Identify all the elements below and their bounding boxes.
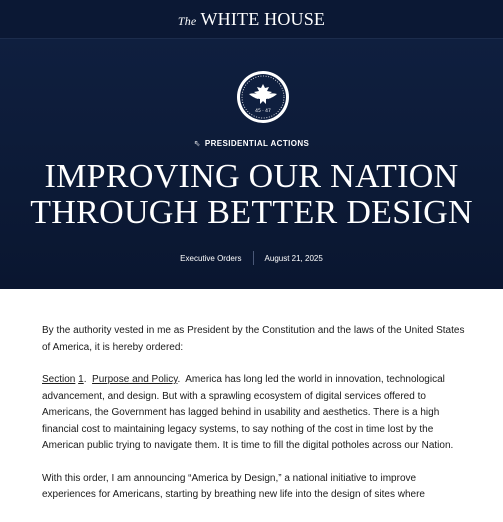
hero-banner bbox=[0, 39, 503, 289]
section-title: Purpose and Policy bbox=[92, 374, 178, 385]
initiative-paragraph: With this order, I am announcing “America by Design,” a national initiative to improve experiences for Americans, starting by breathing new life into the design of sites where bbox=[42, 472, 425, 500]
publish-date: August 21, 2025 bbox=[264, 253, 323, 263]
section-kicker[interactable] bbox=[0, 139, 503, 148]
title-line-2: THROUGH BETTER DESIGN bbox=[30, 194, 473, 231]
section-label: Section bbox=[42, 374, 76, 385]
seal-numbers: 45 · 47 bbox=[255, 109, 271, 114]
logo-name: WHITE HOUSE bbox=[200, 8, 326, 29]
article-body bbox=[42, 323, 472, 520]
section-1-text: America has long led the world in innovation, technological advancement, and design. But with a sprawling ecosystem of digital services offered to Americans, the Government has lagged behind in usability and aesthetics. There is a high financial cost to maintaining legacy systems, to say nothing of the cost in time lost by the American public trying to navigate them. It is time to fill the digital potholes across our Nation. bbox=[42, 374, 454, 451]
kicker-label: PRESIDENTIAL ACTIONS bbox=[204, 139, 310, 148]
site-header bbox=[0, 0, 503, 39]
category-link[interactable]: Executive Orders bbox=[180, 253, 242, 263]
page-title bbox=[0, 159, 503, 231]
presidential-seal-icon bbox=[236, 70, 290, 124]
arrow-up-left-icon: ⇖ bbox=[193, 139, 201, 148]
logo-the: The bbox=[177, 13, 197, 28]
preamble-paragraph: By the authority vested in me as President by the Constitution and the laws of the United States of America, it is hereby ordered: bbox=[42, 325, 465, 353]
title-line-1: IMPROVING OUR NATION bbox=[44, 158, 459, 195]
section-number: 1 bbox=[78, 374, 84, 385]
meta-divider bbox=[253, 251, 254, 265]
white-house-logo[interactable] bbox=[178, 9, 325, 30]
section-1-paragraph: Section 1. Purpose and Policy. America has long led the world in innovation, technological advancement, and design. But with a sprawling ecosystem of digital services offered to Americans, the Government has lagged behind in usability and aesthetics. There is a high financial cost to maintaining legacy systems, to say nothing of the cost in time lost by the American public trying to navigate them. It is time to fill the digital potholes across our Nation. bbox=[42, 374, 454, 451]
article-meta bbox=[0, 251, 503, 265]
